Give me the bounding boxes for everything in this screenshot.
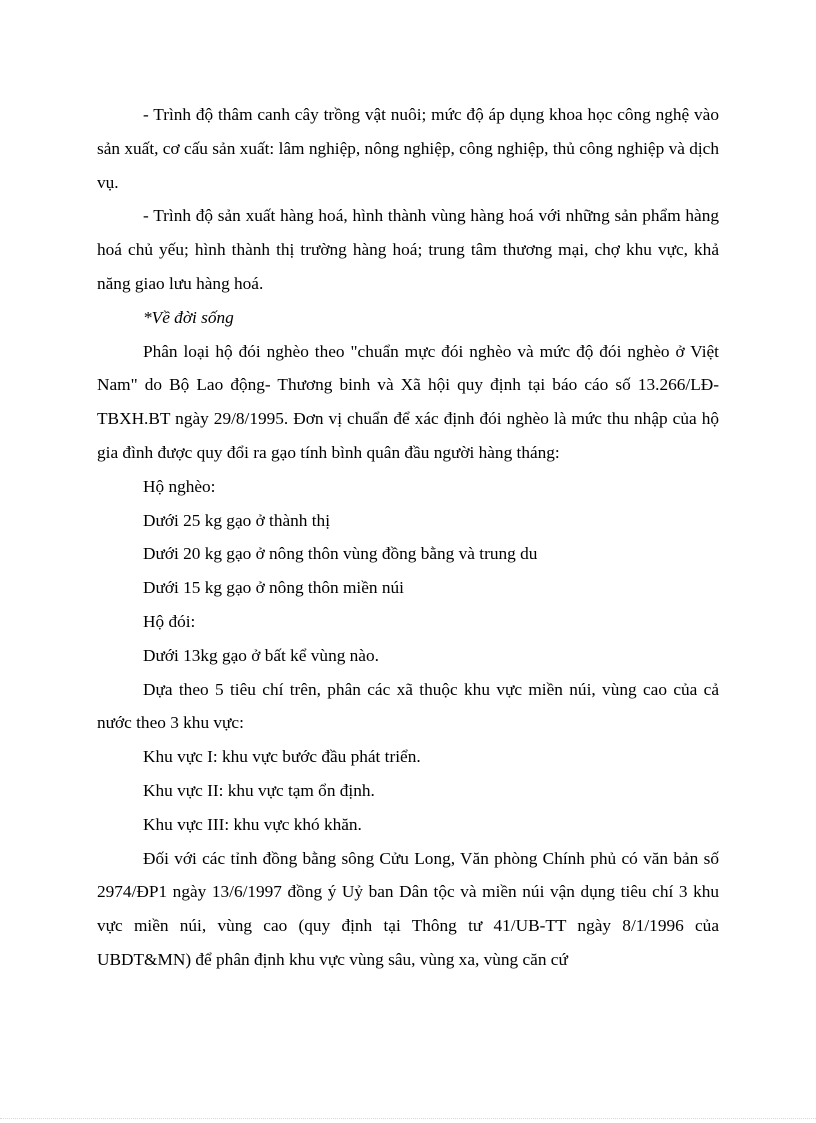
paragraph-mekong-delta: Đối với các tỉnh đồng bằng sông Cửu Long, Văn phòng Chính phủ có văn bản số 2974/ĐP1 ngày 13/6/1997 đồng ý Uỷ ban Dân tộc và miền núi vận dụng tiêu chí 3 khu vực miền núi, vùng cao (quy định tại Thông tư 41/UB-TT ngày 8/1/1996 của UBDT&MN) để phân định khu vực vùng sâu, vùng xa, vùng căn cứ bbox=[97, 848, 719, 969]
list-item-region-2: Khu vực II: khu vực tạm ổn định. bbox=[143, 780, 375, 800]
list-item-any-region: Dưới 13kg gạo ở bất kể vùng nào. bbox=[143, 645, 379, 665]
label-hungry-households: Hộ đói: bbox=[143, 611, 196, 631]
document-body bbox=[97, 98, 719, 977]
paragraph-intensive-farming: - Trình độ thâm canh cây trồng vật nuôi; mức độ áp dụng khoa học công nghệ vào sản xuất, cơ cấu sản xuất: lâm nghiệp, nông nghiệp, công nghiệp, thủ công nghiệp và dịch vụ. bbox=[97, 105, 719, 192]
paragraph-commodity-production: - Trình độ sản xuất hàng hoá, hình thành vùng hàng hoá với những sản phẩm hàng hoá chủ yếu; hình thành thị trường hàng hoá; trung tâm thương mại, chợ khu vực, khả năng giao lưu hàng hoá. bbox=[97, 206, 719, 293]
paragraph-poverty-classification: Phân loại hộ đói nghèo theo "chuẩn mực đói nghèo và mức độ đói nghèo ở Việt Nam" do Bộ Lao động- Thương binh và Xã hội quy định tại báo cáo số 13.266/LĐ-TBXH.BT ngày 29/8/1995. Đơn vị chuẩn để xác định đói nghèo là mức thu nhập của hộ gia đình được quy đổi ra gạo tính bình quân đầu người hàng tháng: bbox=[97, 341, 719, 462]
list-item-mountain: Dưới 15 kg gạo ở nông thôn miền núi bbox=[143, 578, 404, 598]
page-bottom-divider bbox=[0, 1118, 816, 1119]
paragraph-three-regions: Dựa theo 5 tiêu chí trên, phân các xã thuộc khu vực miền núi, vùng cao của cả nước theo 3 khu vực: bbox=[97, 679, 719, 733]
section-heading-livelihood: *Về đời sống bbox=[143, 307, 234, 327]
list-item-region-3: Khu vực III: khu vực khó khăn. bbox=[143, 814, 362, 834]
list-item-region-1: Khu vực I: khu vực bước đầu phát triển. bbox=[143, 747, 421, 767]
list-item-urban: Dưới 25 kg gạo ở thành thị bbox=[143, 510, 330, 530]
label-poor-households: Hộ nghèo: bbox=[143, 476, 216, 496]
list-item-delta-midland: Dưới 20 kg gạo ở nông thôn vùng đồng bằng và trung du bbox=[143, 544, 538, 564]
